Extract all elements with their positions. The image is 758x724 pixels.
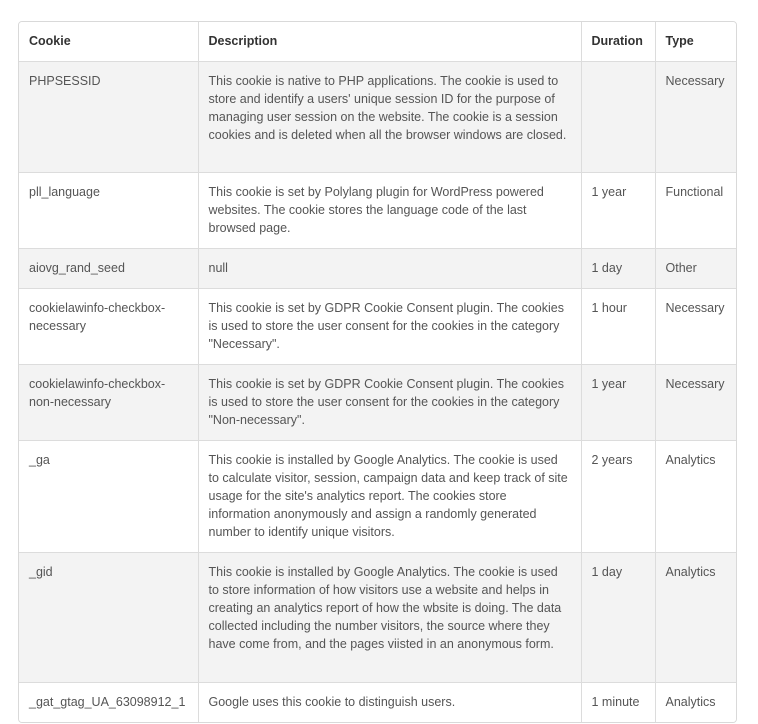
cell-duration <box>581 62 655 173</box>
header-duration: Duration <box>581 22 655 62</box>
table-row <box>19 173 736 249</box>
cell-description: This cookie is set by GDPR Cookie Consent plugin. The cookies is used to store the user consent for the cookies in the category "Non-necessary". <box>198 365 581 441</box>
cell-type: Necessary <box>655 365 736 441</box>
cell-duration: 1 minute <box>581 683 655 723</box>
cell-type: Analytics <box>655 683 736 723</box>
cell-duration: 1 year <box>581 173 655 249</box>
table-row <box>19 365 736 441</box>
header-cookie: Cookie <box>19 22 198 62</box>
cell-cookie: aiovg_rand_seed <box>19 249 198 289</box>
table-row <box>19 683 736 723</box>
cookie-table-container <box>18 21 737 723</box>
cell-type: Analytics <box>655 553 736 683</box>
table-row <box>19 553 736 683</box>
cell-description: This cookie is set by GDPR Cookie Consent plugin. The cookies is used to store the user consent for the cookies in the category "Necessary". <box>198 289 581 365</box>
cell-duration: 1 day <box>581 249 655 289</box>
table-row <box>19 289 736 365</box>
table-row <box>19 249 736 289</box>
header-description: Description <box>198 22 581 62</box>
table-row <box>19 441 736 553</box>
table-header-row <box>19 22 736 62</box>
cell-description: This cookie is set by Polylang plugin for WordPress powered websites. The cookie stores the language code of the last browsed page. <box>198 173 581 249</box>
cell-type: Necessary <box>655 289 736 365</box>
cell-description: This cookie is native to PHP applications. The cookie is used to store and identify a users' unique session ID for the purpose of managing user session on the website. The cookie is a session cookies and is deleted when all the browser windows are closed. <box>198 62 581 173</box>
cell-cookie: pll_language <box>19 173 198 249</box>
cell-cookie: cookielawinfo-checkbox-non-necessary <box>19 365 198 441</box>
cookie-table <box>19 22 736 722</box>
cell-duration: 2 years <box>581 441 655 553</box>
cell-type: Analytics <box>655 441 736 553</box>
header-type: Type <box>655 22 736 62</box>
cell-cookie: _ga <box>19 441 198 553</box>
cell-description: Google uses this cookie to distinguish users. <box>198 683 581 723</box>
cell-cookie: _gid <box>19 553 198 683</box>
cell-description: null <box>198 249 581 289</box>
cell-description: This cookie is installed by Google Analytics. The cookie is used to calculate visitor, session, campaign data and keep track of site usage for the site's analytics report. The cookies store information anonymously and assign a randomly generated number to identify unique visitors. <box>198 441 581 553</box>
cell-type: Other <box>655 249 736 289</box>
cell-cookie: cookielawinfo-checkbox-necessary <box>19 289 198 365</box>
cell-duration: 1 hour <box>581 289 655 365</box>
cell-cookie: PHPSESSID <box>19 62 198 173</box>
cell-description: This cookie is installed by Google Analytics. The cookie is used to store information of how visitors use a website and helps in creating an analytics report of how the wbsite is doing. The data collected including the number visitors, the source where they have come from, and the pages viisted in an anonymous form. <box>198 553 581 683</box>
cell-type: Functional <box>655 173 736 249</box>
cell-type: Necessary <box>655 62 736 173</box>
cell-duration: 1 day <box>581 553 655 683</box>
cell-duration: 1 year <box>581 365 655 441</box>
table-row <box>19 62 736 173</box>
cell-cookie: _gat_gtag_UA_63098912_1 <box>19 683 198 723</box>
